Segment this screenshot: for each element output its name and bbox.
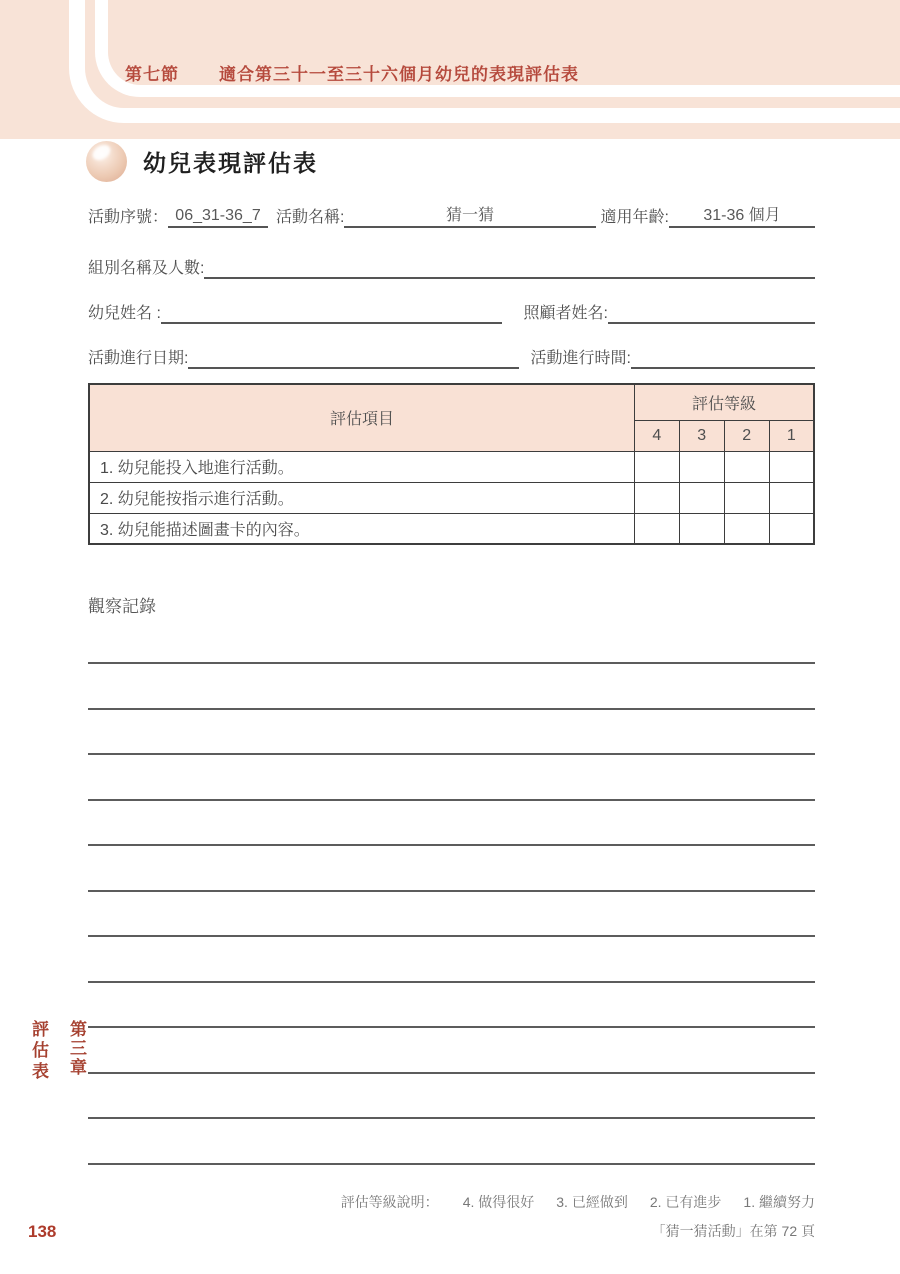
- observation-line: [88, 1163, 815, 1165]
- item-text: 1. 幼兒能投入地進行活動。: [89, 451, 634, 482]
- rating-cell: [679, 451, 724, 482]
- page-number: 138: [28, 1222, 57, 1241]
- rating-level-2: 2: [724, 420, 769, 451]
- caregiver-label: 照顧者姓名:: [523, 305, 608, 322]
- observation-line: [88, 753, 815, 755]
- reference-note: 「猜一猜活動」在第 72 頁: [651, 1223, 815, 1239]
- rating-scale-note: [88, 1192, 815, 1212]
- rating-cell: [724, 513, 769, 544]
- rating-note-label: 評估等級說明：: [340, 1194, 439, 1210]
- item-text: 3. 幼兒能描述圖畫卡的內容。: [89, 513, 634, 544]
- rating-cell: [634, 451, 679, 482]
- page-title: 幼兒表現評估表: [143, 150, 318, 176]
- observation-label: 觀察記錄: [88, 597, 156, 616]
- observation-line: [88, 935, 815, 937]
- observation-line: [88, 1026, 815, 1028]
- rating-header-cell: 評估等級: [634, 384, 814, 420]
- rating-cell: [724, 482, 769, 513]
- time-label: 活動進行時間:: [530, 350, 631, 367]
- header-band: [0, 0, 900, 139]
- rating-level-1: 1: [769, 420, 814, 451]
- age-field: 31-36 個月: [669, 202, 815, 228]
- rating-note-item: 3. 已經做到: [556, 1194, 628, 1210]
- sphere-bullet-icon: [86, 141, 127, 182]
- form-row-activity: [88, 202, 815, 228]
- form-row-names: [88, 300, 815, 324]
- table-row: [89, 482, 814, 513]
- sidebar-chapter-tab: [26, 1020, 89, 1083]
- activity-no-label: 活動序號：: [88, 209, 169, 226]
- table-row: [89, 451, 814, 482]
- form-row-datetime: [88, 345, 815, 369]
- observation-line: [88, 1117, 815, 1119]
- item-text: 2. 幼兒能按指示進行活動。: [89, 482, 634, 513]
- assessment-table: [88, 383, 815, 545]
- rating-cell: [769, 513, 814, 544]
- observation-line: [88, 708, 815, 710]
- group-field: [204, 276, 815, 279]
- form-row-group: [88, 255, 815, 279]
- observation-line: [88, 844, 815, 846]
- header-text: [125, 60, 579, 85]
- rating-cell: [679, 482, 724, 513]
- rating-level-3: 3: [679, 420, 724, 451]
- child-name-field: [161, 321, 502, 324]
- rating-note-item: 1. 繼續努力: [743, 1194, 815, 1210]
- observation-line: [88, 662, 815, 664]
- chapter-section-label: 評估表: [29, 1020, 48, 1083]
- date-field: [188, 366, 518, 369]
- rating-cell: [769, 482, 814, 513]
- section-title: 適合第三十一至三十六個月幼兒的表現評估表: [219, 65, 579, 84]
- group-label: 組別名稱及人數:: [88, 260, 205, 277]
- observation-line: [88, 1072, 815, 1074]
- activity-no-field: 06_31-36_7: [168, 207, 268, 228]
- section-label: 第七節: [125, 65, 179, 84]
- chapter-label: 第三章: [67, 1020, 86, 1077]
- caregiver-field: [608, 321, 815, 324]
- age-label: 適用年齡:: [600, 209, 669, 226]
- date-label: 活動進行日期:: [88, 350, 189, 367]
- observation-line: [88, 799, 815, 801]
- rating-cell: [724, 451, 769, 482]
- title-row: [86, 141, 318, 182]
- activity-name-field: 猜一猜: [344, 202, 595, 228]
- sphere-highlight: [90, 142, 113, 163]
- rating-level-4: 4: [634, 420, 679, 451]
- table-row: [89, 513, 814, 544]
- rating-cell: [634, 482, 679, 513]
- rating-cell: [634, 513, 679, 544]
- time-field: [631, 366, 815, 369]
- child-name-label: 幼兒姓名 :: [88, 305, 161, 322]
- observation-line: [88, 890, 815, 892]
- item-header-cell: 評估項目: [89, 384, 634, 451]
- rating-cell: [769, 451, 814, 482]
- activity-name-label: 活動名稱:: [276, 209, 345, 226]
- rating-cell: [679, 513, 724, 544]
- rating-note-item: 2. 已有進步: [649, 1194, 722, 1210]
- observation-lines: [88, 662, 815, 1208]
- observation-line: [88, 981, 815, 983]
- rating-note-item: 4. 做得很好: [462, 1194, 535, 1210]
